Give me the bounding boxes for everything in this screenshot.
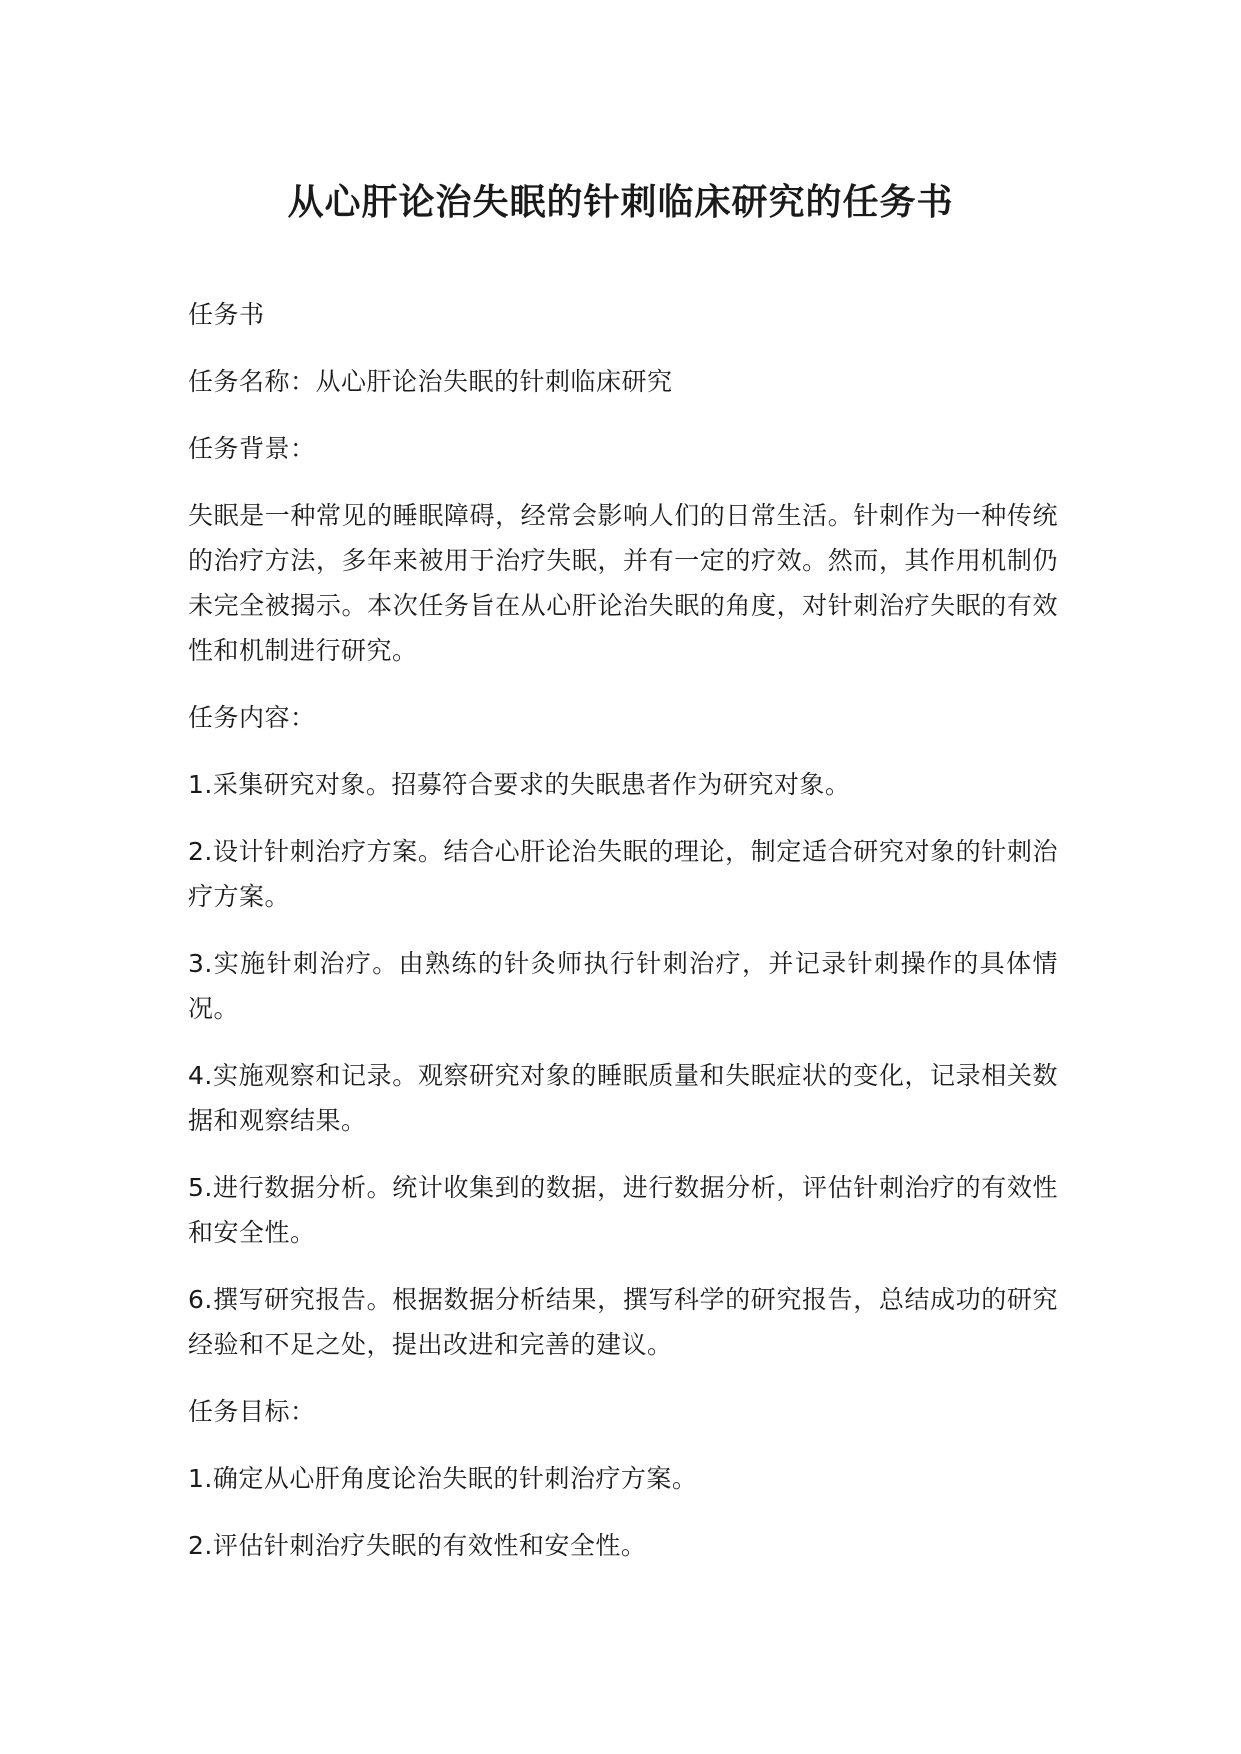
- section-heading-background: 任务背景：: [188, 434, 316, 463]
- goal-item-2: 2.评估针刺治疗失眠的有效性和安全性。: [188, 1531, 647, 1560]
- content-item-2: 2.设计针刺治疗方案。结合心肝论治失眠的理论，制定适合研究对象的针刺治疗方案。: [188, 837, 1058, 911]
- section-heading-task-book: 任务书: [188, 300, 265, 329]
- goal-item-1: 1.确定从心肝角度论治失眠的针刺治疗方案。: [188, 1464, 698, 1493]
- section-heading-content: 任务内容：: [188, 703, 316, 732]
- content-item-6: 6.撰写研究报告。根据数据分析结果，撰写科学的研究报告，总结成功的研究经验和不足之处，提出改进和完善的建议。: [188, 1285, 1058, 1359]
- content-item-1: 1.采集研究对象。招募符合要求的失眠患者作为研究对象。: [188, 770, 851, 799]
- document-title: 从心肝论治失眠的针刺临床研究的任务书: [287, 182, 954, 223]
- task-name-line: 任务名称：从心肝论治失眠的针刺临床研究: [188, 367, 673, 396]
- content-item-4: 4.实施观察和记录。观察研究对象的睡眠质量和失眠症状的变化，记录相关数据和观察结果。: [188, 1061, 1058, 1135]
- background-paragraph: 失眠是一种常见的睡眠障碍，经常会影响人们的日常生活。针刺作为一种传统的治疗方法，多年来被用于治疗失眠，并有一定的疗效。然而，其作用机制仍未完全被揭示。本次任务旨在从心肝论治失眠的角度，对针刺治疗失眠的有效性和机制进行研究。: [188, 501, 1058, 665]
- document-body: [188, 292, 1058, 1590]
- section-heading-goals: 任务目标：: [188, 1397, 316, 1426]
- content-item-5: 5.进行数据分析。统计收集到的数据，进行数据分析，评估针刺治疗的有效性和安全性。: [188, 1173, 1058, 1247]
- content-item-3: 3.实施针刺治疗。由熟练的针灸师执行针刺治疗，并记录针刺操作的具体情况。: [188, 949, 1058, 1023]
